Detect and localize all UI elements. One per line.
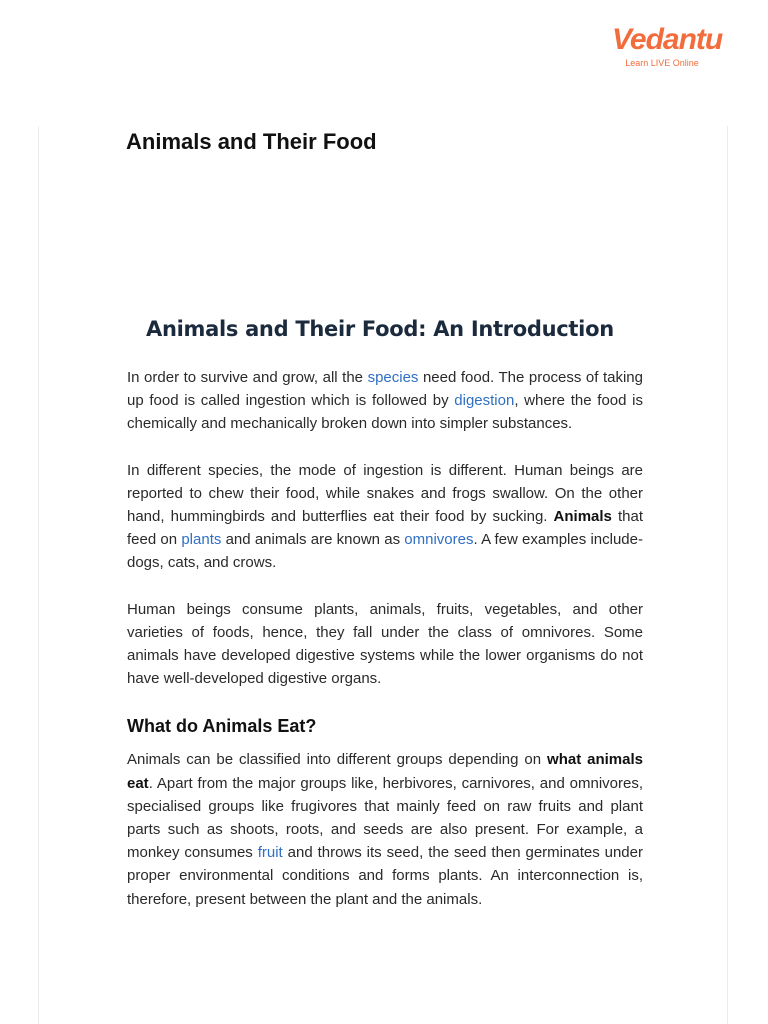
- paragraph-ingestion: [127, 459, 643, 575]
- text-run: and animals are known as: [221, 531, 405, 549]
- section-heading-what-animals-eat: What do Animals Eat?: [127, 716, 317, 737]
- paragraph-intro: [127, 366, 643, 436]
- text-run: need food. The process of taking up food is called ingestion which is followed by: [127, 369, 643, 410]
- paragraph-classification: [127, 748, 643, 910]
- logo-brand: Vedantu: [612, 23, 723, 56]
- article-body: [127, 366, 643, 911]
- link-fruit[interactable]: fruit: [257, 844, 283, 862]
- text-run: that feed on: [127, 508, 643, 549]
- link-plants[interactable]: plants: [181, 531, 222, 549]
- logo-tagline: Learn LIVE Online: [625, 58, 699, 68]
- text-run: . Apart from the major groups like, herbivores, carnivores, and omnivores, specialised groups like frugivores that mainly feed on raw fruits and plant parts such as shoots, roots, and seeds are also present. For example, a monkey consumes: [127, 774, 643, 862]
- bold-animals: Animals: [553, 508, 612, 526]
- text-run: In order to survive and grow, all the: [127, 369, 368, 386]
- text-run: and throws its seed, the seed then germinates under proper environmental conditions and forms plants. An interconnection is, therefore, present between the plant and the animals.: [127, 844, 643, 908]
- text-run: Animals can be classified into different groups depending on: [127, 751, 548, 769]
- bold-what-animals-eat: what animals eat: [127, 751, 643, 792]
- text-run: In different species, the mode of ingestion is different. Human beings are reported to chew their food, while snakes and frogs swallow. On the other hand, hummingbirds and butterflies eat their food by sucking.: [127, 461, 643, 526]
- text-run: . A few examples include- dogs, cats, and crows.: [127, 531, 643, 572]
- intro-heading: Animals and Their Food: An Introduction: [146, 317, 614, 341]
- link-digestion[interactable]: digestion: [454, 392, 515, 410]
- paragraph-omnivores: Human beings consume plants, animals, fruits, vegetables, and other varieties of foods, hence, they fall under the class of omnivores. Some animals have developed digestive systems while the lower organisms do not have well-developed digestive organs.: [127, 600, 643, 688]
- link-species[interactable]: species: [367, 369, 419, 386]
- document-title: Animals and Their Food: [126, 129, 377, 154]
- link-omnivores[interactable]: omnivores: [404, 531, 474, 549]
- vedantu-logo[interactable]: [612, 23, 723, 72]
- text-run: , where the food is chemically and mechanically broken down into simpler substances.: [127, 392, 643, 433]
